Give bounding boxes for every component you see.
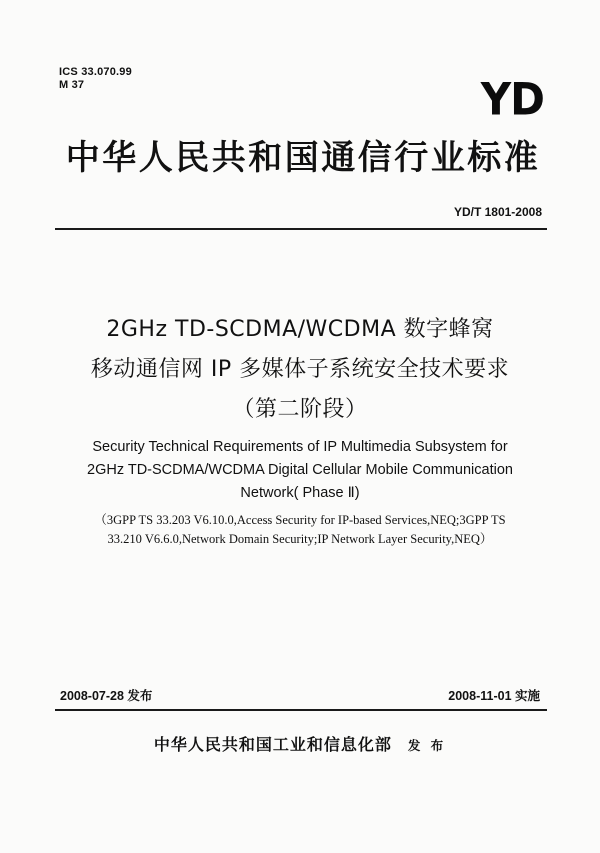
implementation-date: 2008-11-01 实施 — [448, 689, 540, 703]
publisher-name: 中华人民共和国工业和信息化部 — [153, 735, 392, 754]
english-title-line-1: Security Technical Requirements of IP Multimedia Subsystem for — [92, 439, 508, 455]
yd-logo: YD — [480, 73, 544, 126]
standard-number: YD/T 1801-2008 — [453, 205, 542, 219]
english-title-line-3: Network( Phase Ⅱ) — [240, 485, 360, 501]
reference-line-2: 33.210 V6.6.0,Network Domain Security;IP Network Layer Security,NEQ） — [107, 532, 493, 546]
ics-code: ICS 33.070.99 — [59, 66, 132, 78]
reference-line-1: （3GPP TS 33.203 V6.10.0,Access Security for IP-based Services,NEQ;3GPP TS — [94, 513, 506, 527]
standard-category-title: 中华人民共和国通信行业标准 — [65, 138, 541, 178]
chinese-title-line-3: （第二阶段） — [232, 397, 368, 422]
top-divider — [55, 228, 547, 230]
publisher-action: 发 布 — [407, 738, 447, 753]
ccs-code: M 37 — [59, 79, 85, 91]
publisher — [30, 735, 570, 756]
bottom-divider — [55, 709, 547, 711]
classification-codes — [59, 66, 132, 92]
english-title-line-2: 2GHz TD-SCDMA/WCDMA Digital Cellular Mobile Communication — [87, 462, 513, 478]
chinese-title-line-1: 2GHz TD-SCDMA/WCDMA 数字蜂窝 — [106, 317, 494, 342]
chinese-title-line-2: 移动通信网 IP 多媒体子系统安全技术要求 — [90, 357, 510, 382]
issue-date: 2008-07-28 发布 — [60, 689, 153, 703]
